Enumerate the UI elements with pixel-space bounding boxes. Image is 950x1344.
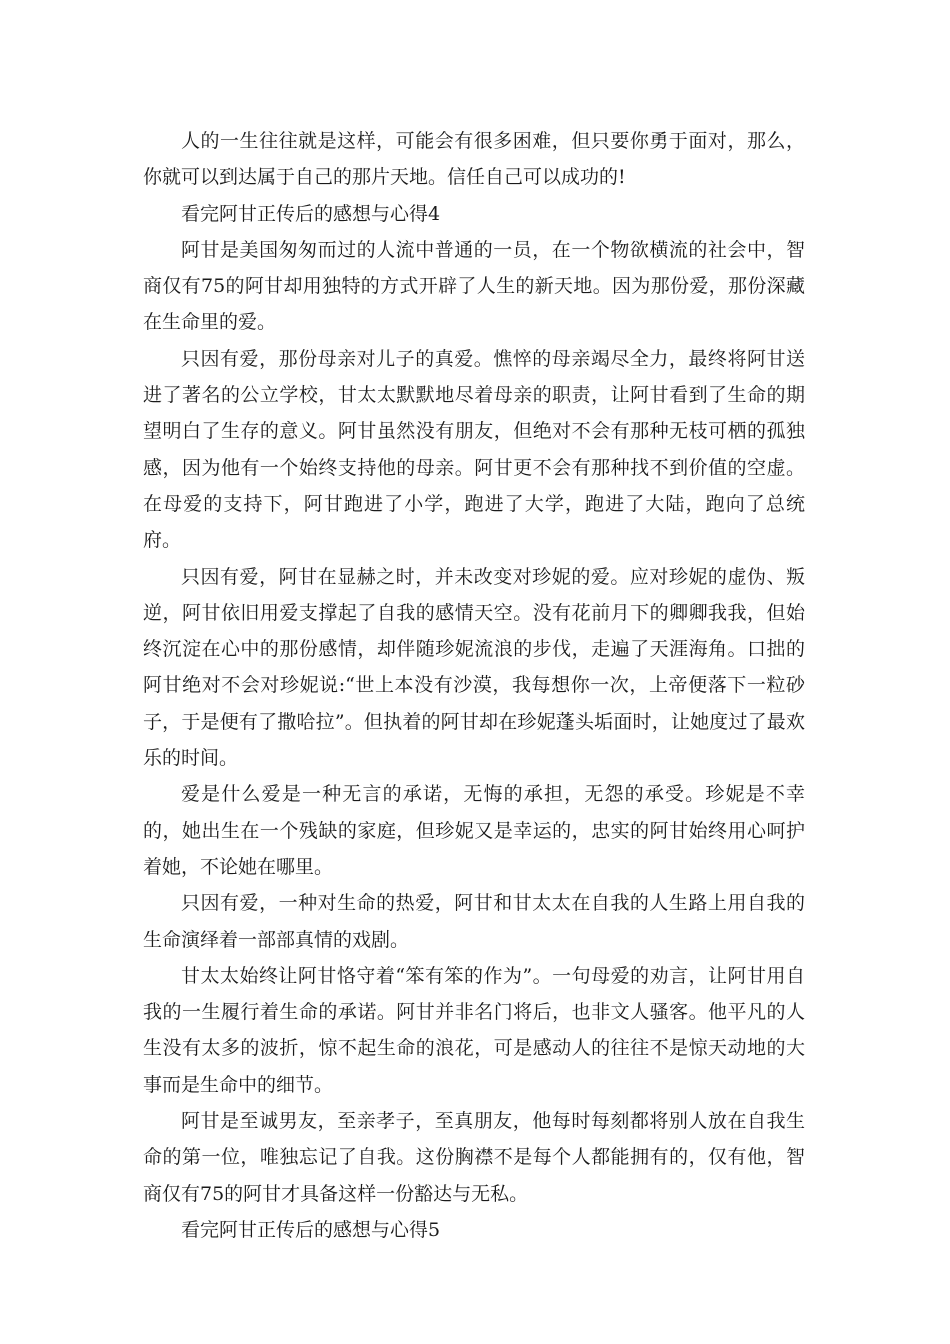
paragraph: 阿甘是至诚男友，至亲孝子，至真朋友，他每时每刻都将别人放在自我生命的第一位，唯独忘记了自我。这份胸襟不是每个人都能拥有的，仅有他，智商仅有75的阿甘才具备这样一份豁达与无私。 bbox=[143, 1110, 805, 1205]
document-body bbox=[143, 123, 805, 1248]
paragraph: 只因有爱，一种对生命的热爱，阿甘和甘太太在自我的人生路上用自我的生命演绎着一部部真情的戏剧。 bbox=[143, 892, 805, 951]
paragraph: 只因有爱，阿甘在显赫之时，并未改变对珍妮的爱。应对珍妮的虚伪、叛逆，阿甘依旧用爱支撑起了自我的感情天空。没有花前月下的卿卿我我，但始终沉淀在心中的那份感情，却伴随珍妮流浪的步伐，走遍了天涯海角。口拙的阿甘绝对不会对珍妮说:“世上本没有沙漠，我每想你一次，上帝便落下一粒砂子，于是便有了撒哈拉”。但执着的阿甘却在珍妮蓬头垢面时，让她度过了最欢乐的时间。 bbox=[143, 565, 805, 770]
paragraph: 爱是什么爱是一种无言的承诺，无悔的承担，无怨的承受。珍妮是不幸的，她出生在一个残缺的家庭，但珍妮又是幸运的，忠实的阿甘始终用心呵护着她，不论她在哪里。 bbox=[143, 783, 805, 878]
paragraph: 只因有爱，那份母亲对儿子的真爱。憔悴的母亲竭尽全力，最终将阿甘送进了著名的公立学校，甘太太默默地尽着母亲的职责，让阿甘看到了生命的期望明白了生存的意义。阿甘虽然没有朋友，但绝对不会有那种无枝可栖的孤独感，因为他有一个始终支持他的母亲。阿甘更不会有那种找不到价值的空虚。在母爱的支持下，阿甘跑进了小学，跑进了大学，跑进了大陆，跑向了总统府。 bbox=[143, 347, 805, 552]
section-heading: 看完阿甘正传后的感想与心得5 bbox=[181, 1218, 441, 1241]
paragraph: 人的一生往往就是这样，可能会有很多困难，但只要你勇于面对，那么，你就可以到达属于自己的那片天地。信任自己可以成功的! bbox=[143, 130, 805, 189]
section-heading: 看完阿甘正传后的感想与心得4 bbox=[181, 202, 441, 225]
paragraph: 阿甘是美国匆匆而过的人流中普通的一员，在一个物欲横流的社会中，智商仅有75的阿甘却用独特的方式开辟了人生的新天地。因为那份爱，那份深藏在生命里的爱。 bbox=[143, 238, 805, 334]
paragraph: 甘太太始终让阿甘恪守着“笨有笨的作为”。一句母爱的劝言，让阿甘用自我的一生履行着生命的承诺。阿甘并非名门将后，也非文人骚客。他平凡的人生没有太多的波折，惊不起生命的浪花，可是感动人的往往不是惊天动地的大事而是生命中的细节。 bbox=[143, 964, 805, 1096]
